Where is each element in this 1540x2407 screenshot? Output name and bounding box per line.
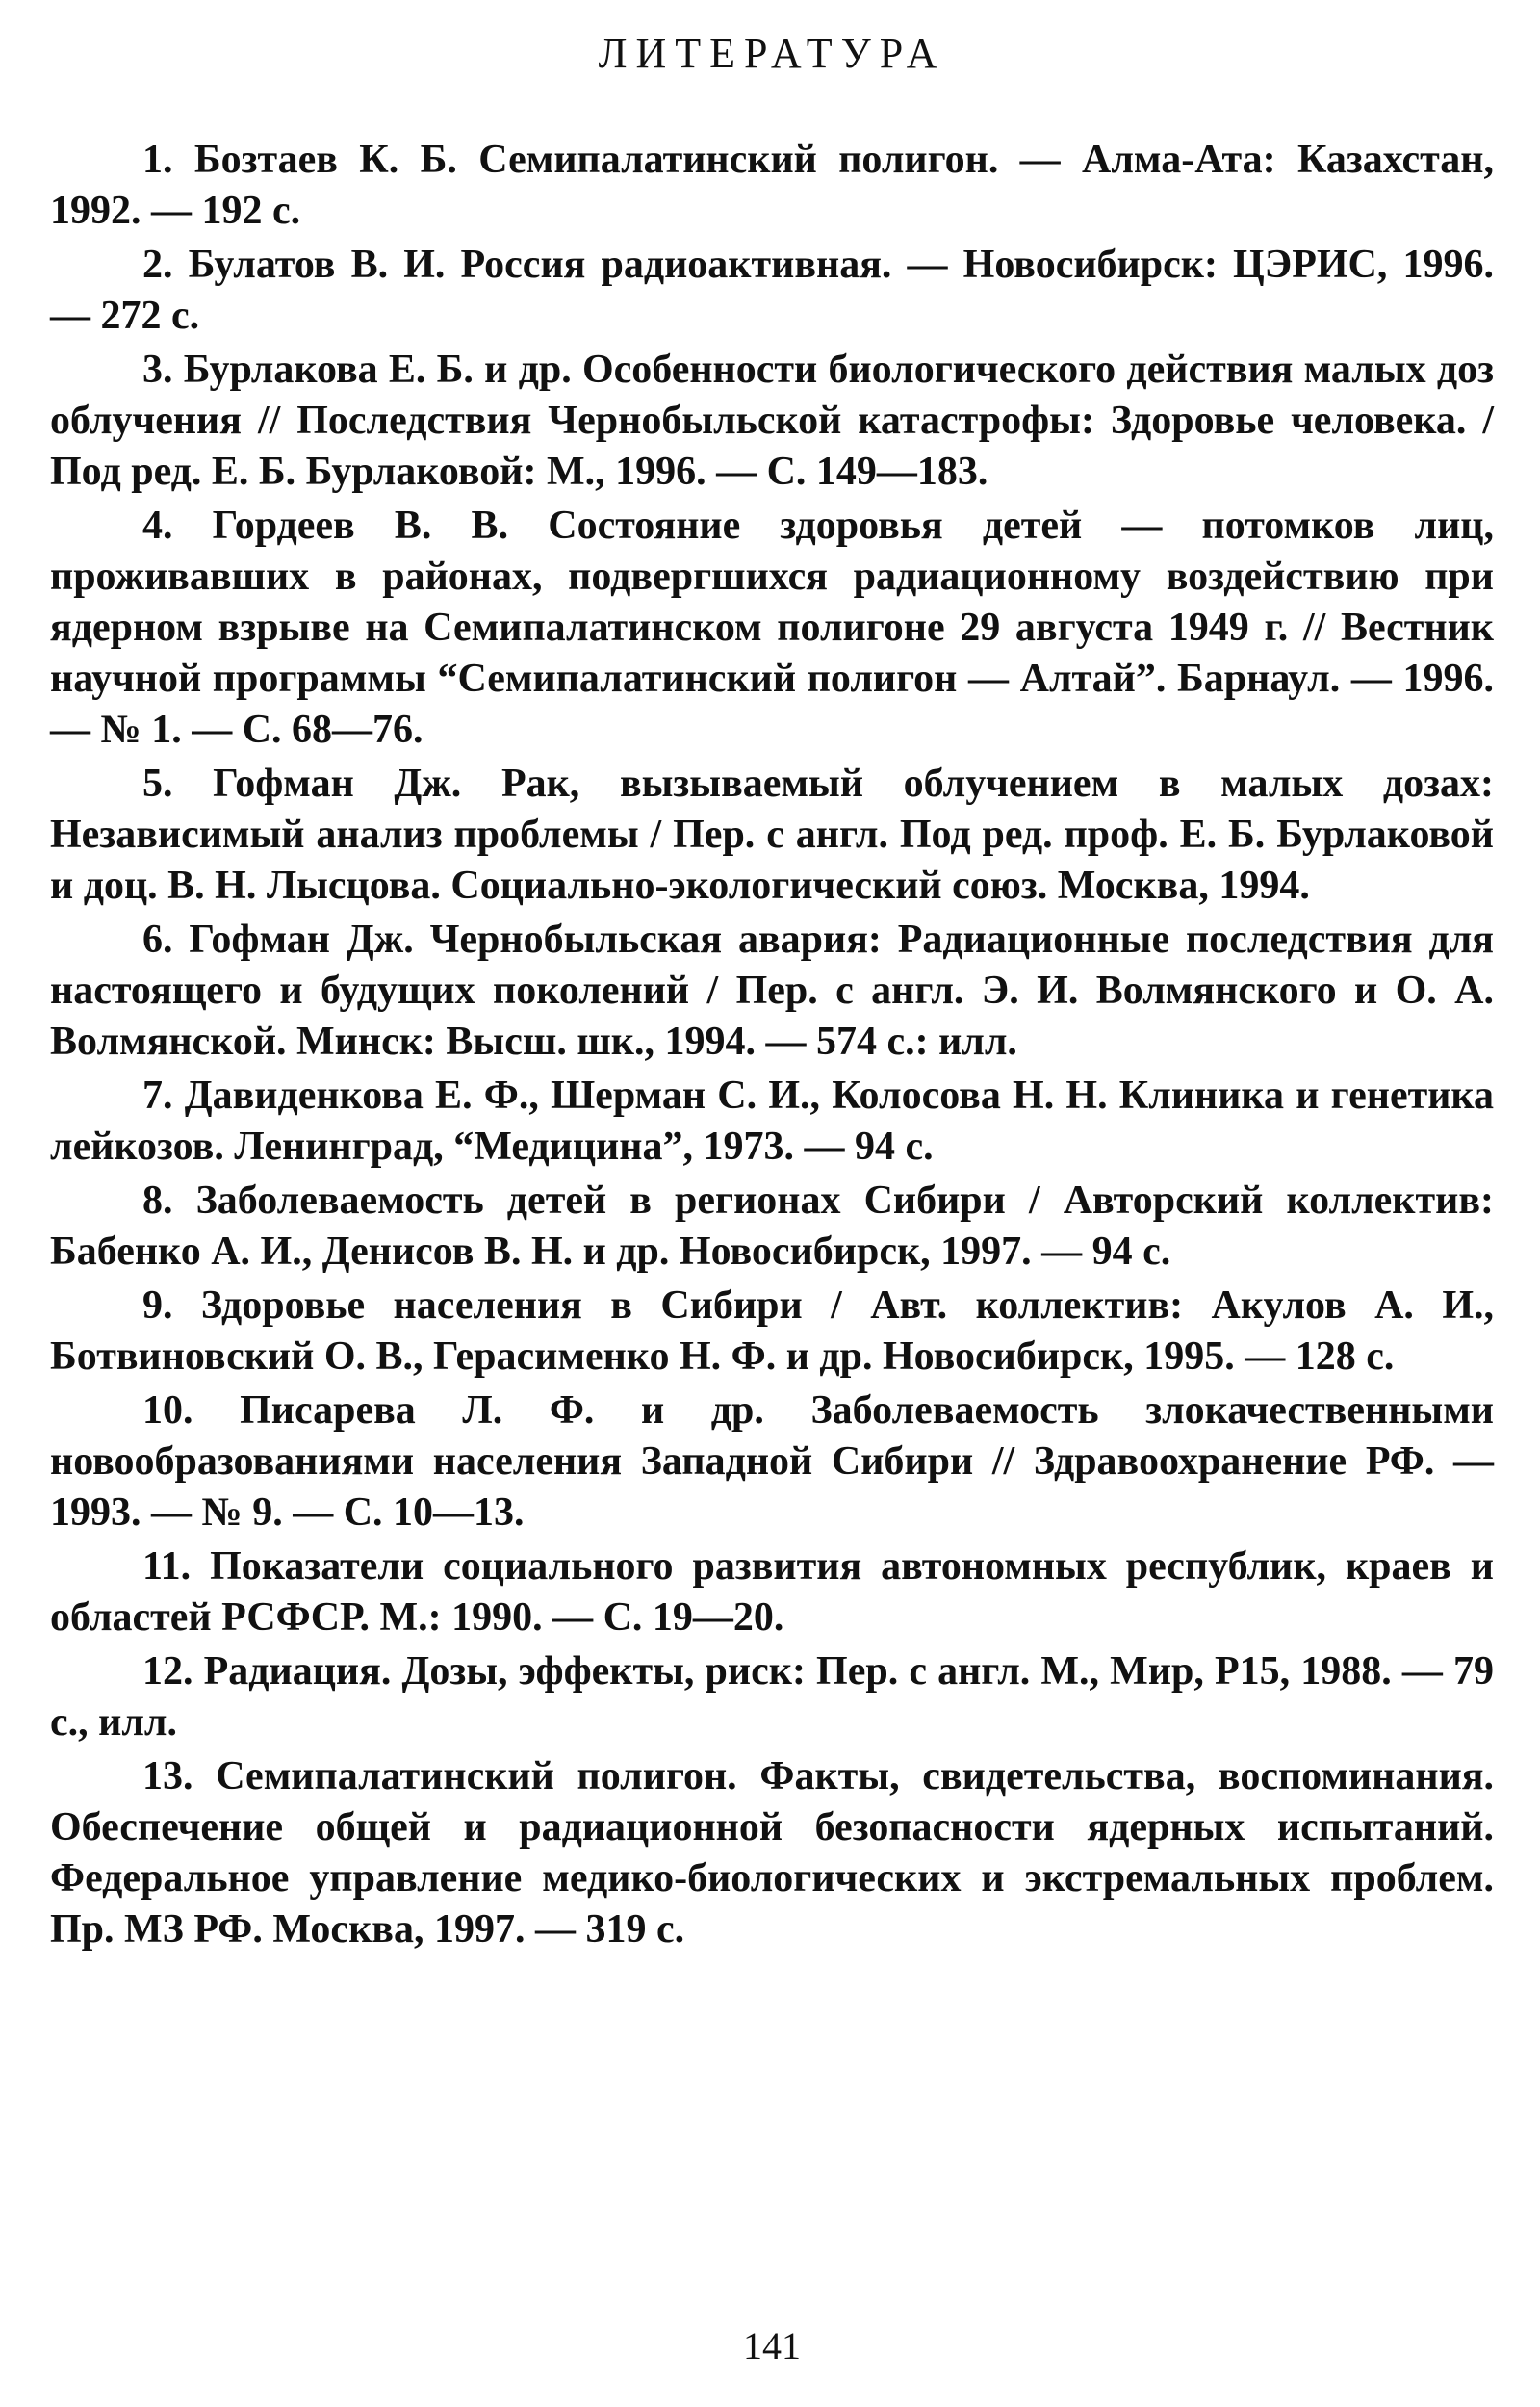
reference-item-13: 13. Семипалатинский полигон. Факты, свидетельства, воспоминания. Обеспечение общей и радиационной безопасности ядерных испытаний. Федеральное управление медико-биологических и экстремальных проблем. Пр. МЗ РФ. Москва, 1997. — 319 с. (50, 1754, 1494, 1952)
reference-item-4: 4. Гордеев В. В. Состояние здоровья детей — потомков лиц, проживавших в районах, подвергшихся радиационному воздействию при ядерном взрыве на Семипалатинском полигоне 29 августа 1949 г. // Вестник научной программы “Семипалатинский полигон — Алтай”. Барнаул. — 1996. — № 1. — С. 68—76. (50, 504, 1494, 752)
reference-item-2: 2. Булатов В. И. Россия радиоактивная. — Новосибирск: ЦЭРИС, 1996. — 272 с. (50, 243, 1494, 338)
reference-item-7: 7. Давиденкова Е. Ф., Шерман С. И., Колосова Н. Н. Клиника и генетика лейкозов. Ленинград, “Медицина”, 1973. — 94 с. (50, 1074, 1494, 1169)
reference-item-9: 9. Здоровье населения в Сибири / Авт. коллектив: Акулов А. И., Ботвиновский О. В., Герасименко Н. Ф. и др. Новосибирск, 1995. — 128 с. (50, 1283, 1494, 1379)
reference-item-8: 8. Заболеваемость детей в регионах Сибири / Авторский коллектив: Бабенко А. И., Денисов В. Н. и др. Новосибирск, 1997. — 94 с. (50, 1178, 1494, 1274)
reference-list (50, 135, 1494, 1958)
reference-item-1: 1. Бозтаев К. Б. Семипалатинский полигон. — Алма-Ата: Казахстан, 1992. — 192 с. (50, 138, 1494, 233)
reference-item-6: 6. Гофман Дж. Чернобыльская авария: Радиационные последствия для настоящего и будущих поколений / Пер. с англ. Э. И. Волмянского и О. А. Волмянской. Минск: Высш. шк., 1994. — 574 с.: илл. (50, 918, 1494, 1064)
book-page (50, 0, 1494, 2407)
page-number: 141 (743, 2324, 801, 2368)
reference-item-3: 3. Бурлакова Е. Б. и др. Особенности биологического действия малых доз облучения // Последствия Чернобыльской катастрофы: Здоровье человека. / Под ред. Е. Б. Бурлаковой: М., 1996. — С. 149—183. (50, 348, 1494, 494)
reference-item-12: 12. Радиация. Дозы, эффекты, риск: Пер. с англ. М., Мир, Р15, 1988. — 79 с., илл. (50, 1649, 1494, 1745)
reference-item-10: 10. Писарева Л. Ф. и др. Заболеваемость злокачественными новообразованиями населения Западной Сибири // Здравоохранение РФ. — 1993. — № 9. — С. 10—13. (50, 1388, 1494, 1535)
reference-item-5: 5. Гофман Дж. Рак, вызываемый облучением в малых дозах: Независимый анализ проблемы / Пер. с англ. Под ред. проф. Е. Б. Бурлаковой и доц. В. Н. Лысцова. Социально-экологический союз. Москва, 1994. (50, 762, 1494, 908)
page-title: ЛИТЕРАТУРА (598, 30, 946, 77)
reference-item-11: 11. Показатели социального развития автономных республик, краев и областей РСФСР. М.: 1990. — С. 19—20. (50, 1544, 1494, 1640)
